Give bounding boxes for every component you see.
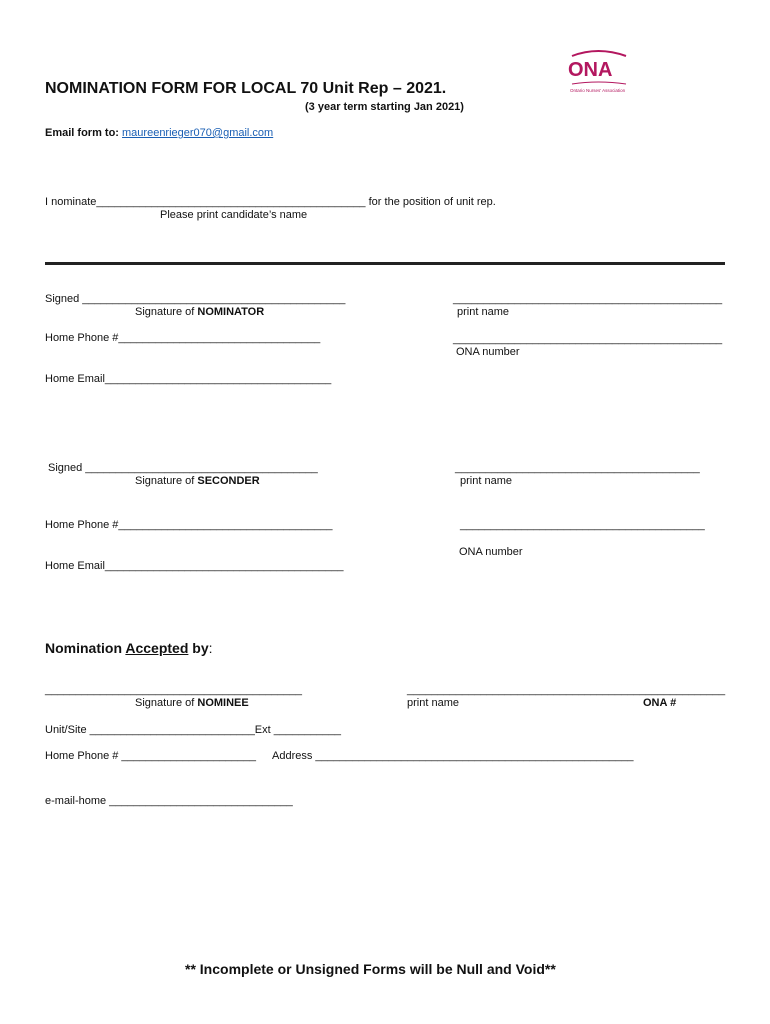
nominee-phone-field[interactable]: Home Phone # ______________________ [45, 750, 257, 762]
void-notice: ** Incomplete or Unsigned Forms will be Null and Void** [185, 961, 556, 977]
seconder-ona-number-field[interactable]: ________________________________________ [460, 519, 705, 531]
form-title: NOMINATION FORM FOR LOCAL 70 Unit Rep – 2021. [45, 80, 447, 97]
seconder-signature-caption: Signature of SECONDER [135, 475, 260, 487]
nominee-ona-caption: ONA # [643, 697, 677, 709]
nominee-signature-field[interactable]: __________________________________________ [45, 684, 302, 696]
nominator-signature-caption: Signature of NOMINATOR [135, 306, 265, 318]
email-row [45, 127, 273, 139]
logo-tagline: Ontario Nurses' Association [570, 88, 626, 93]
seconder-print-name-caption: print name [460, 475, 512, 487]
nominator-print-name-caption: print name [457, 306, 509, 318]
seconder-email-field[interactable]: Home Email_______________________________________ [45, 560, 344, 572]
seconder-phone-field[interactable]: Home Phone #___________________________________ [45, 519, 333, 531]
seconder-signature-field[interactable]: Signed ______________________________________ [48, 462, 318, 474]
nominee-print-name-field[interactable]: ____________________________________________________ [407, 684, 726, 696]
nominator-print-name-field[interactable]: ____________________________________________ [453, 293, 723, 305]
nominate-suffix: for the position of unit rep. [368, 196, 496, 208]
nominee-signature-caption: Signature of NOMINEE [135, 697, 249, 709]
email-link[interactable]: maureenrieger070@gmail.com [122, 127, 274, 139]
nominee-print-name-caption: print name [407, 697, 459, 709]
section-divider [45, 262, 725, 265]
nominate-line [45, 196, 496, 208]
candidate-name-field[interactable]: ____________________________________________ [96, 196, 366, 208]
seconder-ona-number-caption: ONA number [459, 546, 523, 558]
nomination-accepted-heading: Nomination Accepted by: [45, 640, 213, 656]
logo-text: ONA [568, 59, 613, 81]
nominee-email-field[interactable]: e-mail-home ______________________________ [45, 795, 293, 807]
email-label: Email form to: [45, 127, 119, 139]
candidate-name-caption: Please print candidate’s name [160, 209, 308, 221]
nominee-address-field[interactable]: Address ____________________________________________________ [272, 750, 634, 762]
ona-logo [562, 46, 634, 98]
form-subtitle: (3 year term starting Jan 2021) [305, 101, 464, 113]
seconder-print-name-field[interactable]: ________________________________________ [455, 462, 700, 474]
nominator-ona-number-field[interactable]: ____________________________________________ [453, 333, 723, 345]
nominate-prefix: I nominate [45, 196, 97, 208]
nominator-ona-number-caption: ONA number [456, 346, 520, 358]
nominator-email-field[interactable]: Home Email_____________________________________ [45, 373, 332, 385]
nominee-unit-site-field[interactable]: Unit/Site ___________________________Ext ___________ [45, 724, 342, 736]
nominator-phone-field[interactable]: Home Phone #_________________________________ [45, 332, 321, 344]
nominator-signature-field[interactable]: Signed ___________________________________________ [45, 293, 346, 305]
